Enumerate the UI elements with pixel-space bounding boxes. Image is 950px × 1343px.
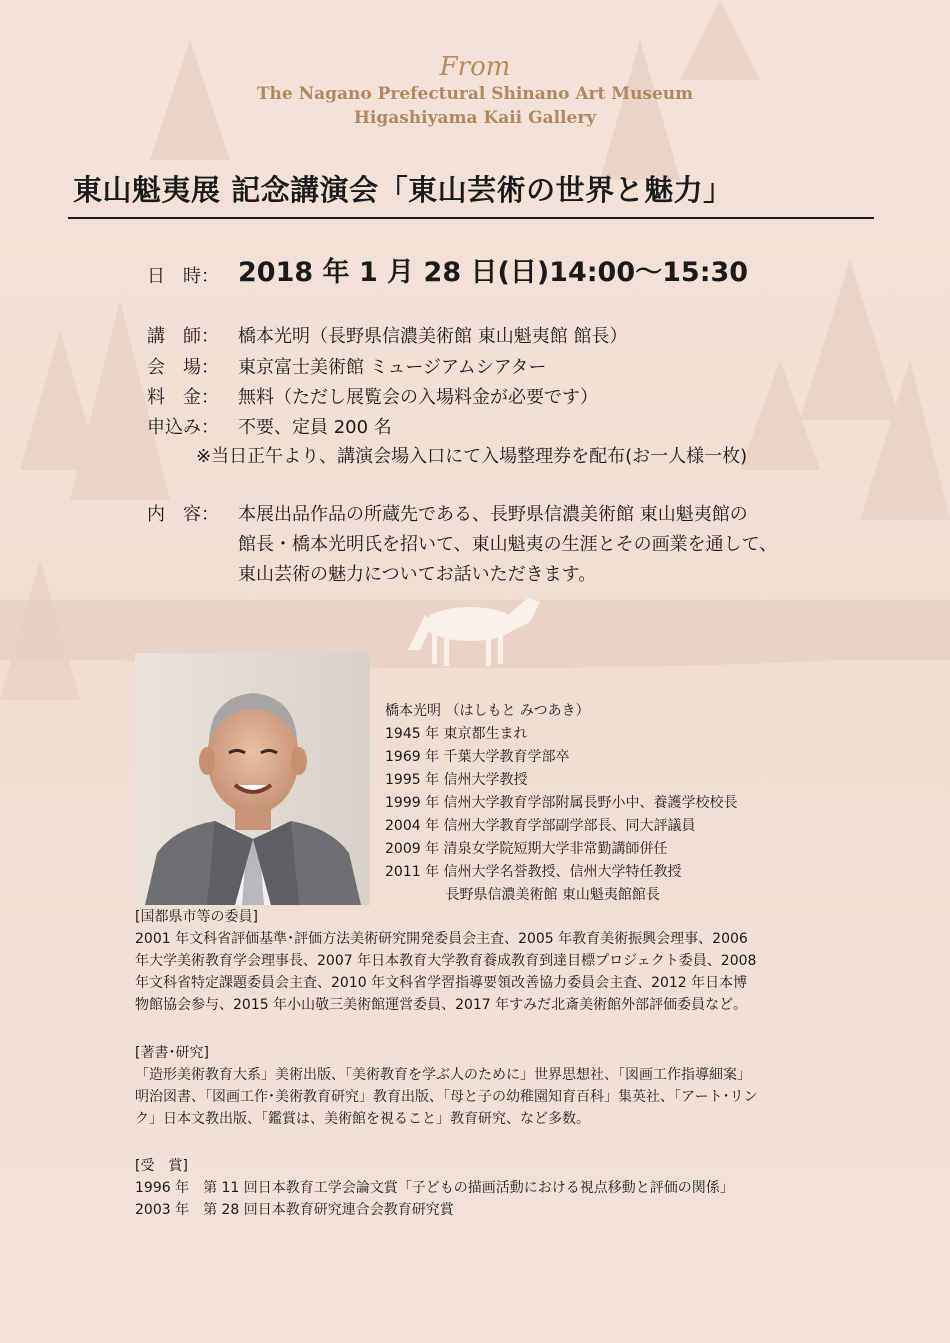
bio-name: 橋本光明 （はしもと みつあき） — [385, 703, 590, 719]
title-divider — [68, 217, 874, 219]
section-line: 2003 年 第 28 回日本教育研究連合会教育研究賞 — [135, 1202, 454, 1218]
lecturer-label: 講 師： — [147, 326, 219, 347]
bio-entry: 2009 年 清泉女学院短期大学非常勤講師併任 — [385, 841, 668, 857]
content-line: 館長・橋本光明氏を招いて、東山魁夷の生涯とその画業を通して、 — [238, 534, 778, 555]
venue-label: 会 場： — [147, 357, 219, 378]
bio-entry: 2004 年 信州大学教育学部副学部長、同大評議員 — [385, 818, 696, 834]
date-label: 日 時： — [147, 266, 219, 287]
content-line: 本展出品作品の所蔵先である、長野県信濃美術館 東山魁夷館の — [238, 504, 748, 525]
section-heading: [国都県市等の委員] — [135, 909, 258, 925]
publications-section — [135, 1042, 865, 1130]
section-line: 「造形美術教育大系」美術出版、「美術教育を学ぶ人のために」世界思想社、「図画工作指導細案」 — [135, 1067, 751, 1083]
section-line: 1996 年 第 11 回日本教育工学会論文賞「子どもの描画活動における視点移動と評価の関係」 — [135, 1180, 734, 1196]
apply-value: 不要、定員 200 名 — [238, 417, 392, 438]
content-label: 内 容： — [147, 504, 219, 525]
fee-value: 無料（ただし展覧会の入場料金が必要です） — [238, 387, 598, 408]
bio-entry: 1999 年 信州大学教育学部附属長野小中、養護学校校長 — [385, 795, 738, 811]
apply-label: 申込み： — [147, 417, 219, 438]
bio-entry: 1995 年 信州大学教授 — [385, 772, 528, 788]
section-line: 明治図書、「図画工作･美術教育研究」教育出版、「母と子の幼稚園知育百科」集英社、「アート･リン — [135, 1089, 758, 1105]
section-line: 物館協会参与、2015 年小山敬三美術館運営委員、2017 年すみだ北斎美術館外部評価委員など。 — [135, 997, 748, 1013]
section-line: 年大学美術教育学会理事長、2007 年日本教育大学教育養成教育到達目標プロジェクト委員、2008 — [135, 953, 757, 969]
museum-name: The Nagano Prefectural Shinano Art Museum — [256, 84, 694, 104]
bio-entry: 1945 年 東京都生まれ — [385, 726, 528, 742]
lecturer-value: 橋本光明（長野県信濃美術館 東山魁夷館 館長） — [238, 326, 628, 347]
gallery-name: Higashiyama Kaii Gallery — [353, 108, 597, 128]
page-title: 東山魁夷展 記念講演会「東山芸術の世界と魅力」 — [73, 173, 733, 207]
bio-entry: 2011 年 信州大学名誉教授、信州大学特任教授 — [385, 864, 682, 880]
venue-value: 東京富士美術館 ミュージアムシアター — [238, 357, 547, 378]
bio-entry: 1969 年 千葉大学教育学部卒 — [385, 749, 570, 765]
content-line: 東山芸術の魅力についてお話いただきます。 — [238, 564, 597, 585]
awards-section — [135, 1155, 865, 1221]
from-label: From — [439, 52, 511, 82]
section-heading: [著書･研究] — [135, 1045, 209, 1061]
section-line: ク」日本文教出版、「鑑賞は、美術館を視ること」教育研究、など多数。 — [135, 1111, 590, 1127]
lecturer-portrait — [135, 653, 370, 905]
section-line: 年文科省特定課題委員会主査、2010 年文科省学習指導要領改善協力委員会主査、2012 年日本博 — [135, 975, 748, 991]
date-value: 2018 年 1 月 28 日(日)14:00～15:30 — [238, 257, 749, 288]
museum-header — [230, 52, 720, 130]
section-heading: [受 賞] — [135, 1158, 188, 1174]
bio-entry: 長野県信濃美術館 東山魁夷館館長 — [385, 887, 660, 903]
committees-section — [135, 906, 865, 1016]
lecturer-bio — [385, 700, 738, 907]
apply-note: ※当日正午より、講演会場入口にて入場整理券を配布(お一人様一枚) — [196, 446, 748, 467]
section-line: 2001 年文科省評価基準･評価方法美術研究開発委員会主査、2005 年教育美術振興会理事、2006 — [135, 931, 748, 947]
fee-label: 料 金： — [147, 387, 219, 408]
